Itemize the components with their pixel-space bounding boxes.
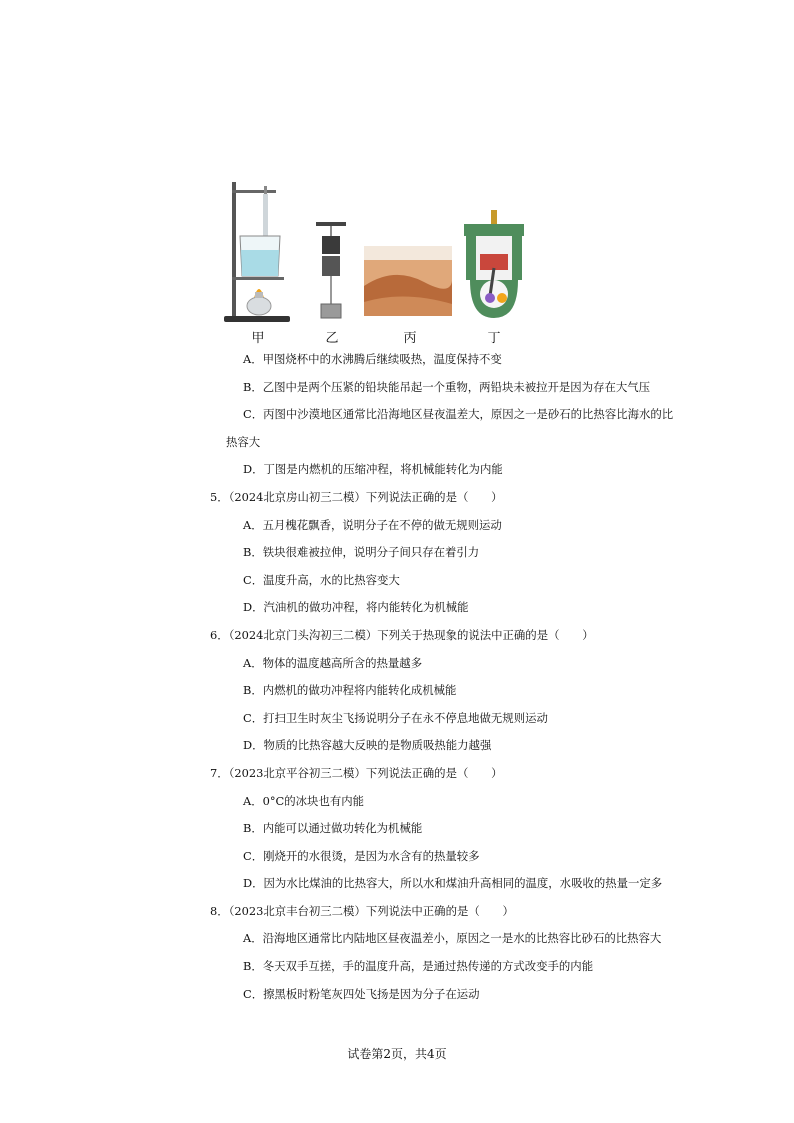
question-5-option-c: C．温度升高，水的比热容变大 [243, 572, 400, 587]
question-7-option-b: B．内能可以通过做功转化为机械能 [243, 821, 423, 836]
question-7-option-c: C．刚烧开的水很烫，是因为水含有的热量较多 [243, 848, 480, 863]
q4-option-a: A．甲图烧杯中的水沸腾后继续吸热，温度保持不变 [243, 352, 502, 366]
question-8-stem: 8．（2023北京丰台初三二模）下列说法中正确的是（ ） [210, 903, 514, 918]
question-7 [210, 760, 726, 898]
q4-option-b: B．乙图中是两个压紧的铅块能吊起一个重物，两铅块未被拉开是因为存在大气压 [243, 379, 651, 394]
figure-label-bing: 丙 [403, 331, 417, 346]
figure-label-jia: 甲 [251, 331, 265, 346]
q4-option-c [226, 401, 726, 456]
figure-jia-boiling-beaker [222, 180, 294, 325]
question-7-stem: 7．（2023北京平谷初三二模）下列说法正确的是（ ） [210, 765, 503, 780]
question-6-stem: 6．（2024北京门头沟初三二模）下列关于热现象的说法中正确的是（ ） [210, 627, 594, 642]
question-6-option-c: C．打扫卫生时灰尘飞扬说明分子在永不停息地做无规则运动 [243, 710, 548, 725]
figure-row [222, 180, 522, 348]
question-6-option-b: B．内燃机的做功冲程将内能转化成机械能 [243, 683, 457, 698]
question-7-option-d: D．因为水比煤油的比热容大，所以水和煤油升高相同的温度，水吸收的热量一定多 [243, 876, 663, 891]
q4-option-d: D．丁图是内燃机的压缩冲程，将机械能转化为内能 [243, 462, 503, 477]
question-8 [210, 898, 726, 1008]
page-footer: 试卷第2页，共4页 [347, 1047, 447, 1061]
question-content [210, 346, 726, 1008]
q4-option-c-line1: C．丙图中沙漠地区通常比沿海地区昼夜温差大，原因之一是砂石的比热容比海水的比 [243, 407, 674, 422]
question-5 [210, 484, 726, 622]
figure-yi-lead-blocks [310, 222, 352, 325]
question-7-option-a: A．0°C的冰块也有内能 [243, 793, 365, 808]
question-6-option-a: A．物体的温度越高所含的热量越多 [243, 655, 423, 670]
figure-bing-desert [364, 246, 452, 316]
question-8-option-c: C．擦黑板时粉笔灰四处飞扬是因为分子在运动 [243, 986, 480, 1001]
question-5-stem: 5．（2024北京房山初三二模）下列说法正确的是（ ） [210, 489, 503, 504]
question-8-option-a: A．沿海地区通常比内陆地区昼夜温差小，原因之一是水的比热容比砂石的比热容大 [243, 931, 662, 946]
q4-options [226, 346, 726, 484]
question-6-option-d: D．物质的比热容越大反映的是物质吸热能力越强 [243, 738, 492, 753]
question-5-option-a: A．五月槐花飘香，说明分子在不停的做无规则运动 [243, 517, 502, 532]
question-6 [210, 622, 726, 760]
question-5-option-d: D．汽油机的做功冲程，将内能转化为机械能 [243, 600, 469, 615]
question-8-option-b: B．冬天双手互搓，手的温度升高，是通过热传递的方式改变手的内能 [243, 959, 594, 974]
q4-option-c-line2: 热容大 [226, 434, 261, 449]
figure-label-ding: 丁 [487, 331, 501, 346]
figure-label-yi: 乙 [325, 331, 339, 346]
figure-ding-engine [462, 210, 526, 322]
question-5-option-b: B．铁块很难被拉伸，说明分子间只存在着引力 [243, 545, 480, 560]
